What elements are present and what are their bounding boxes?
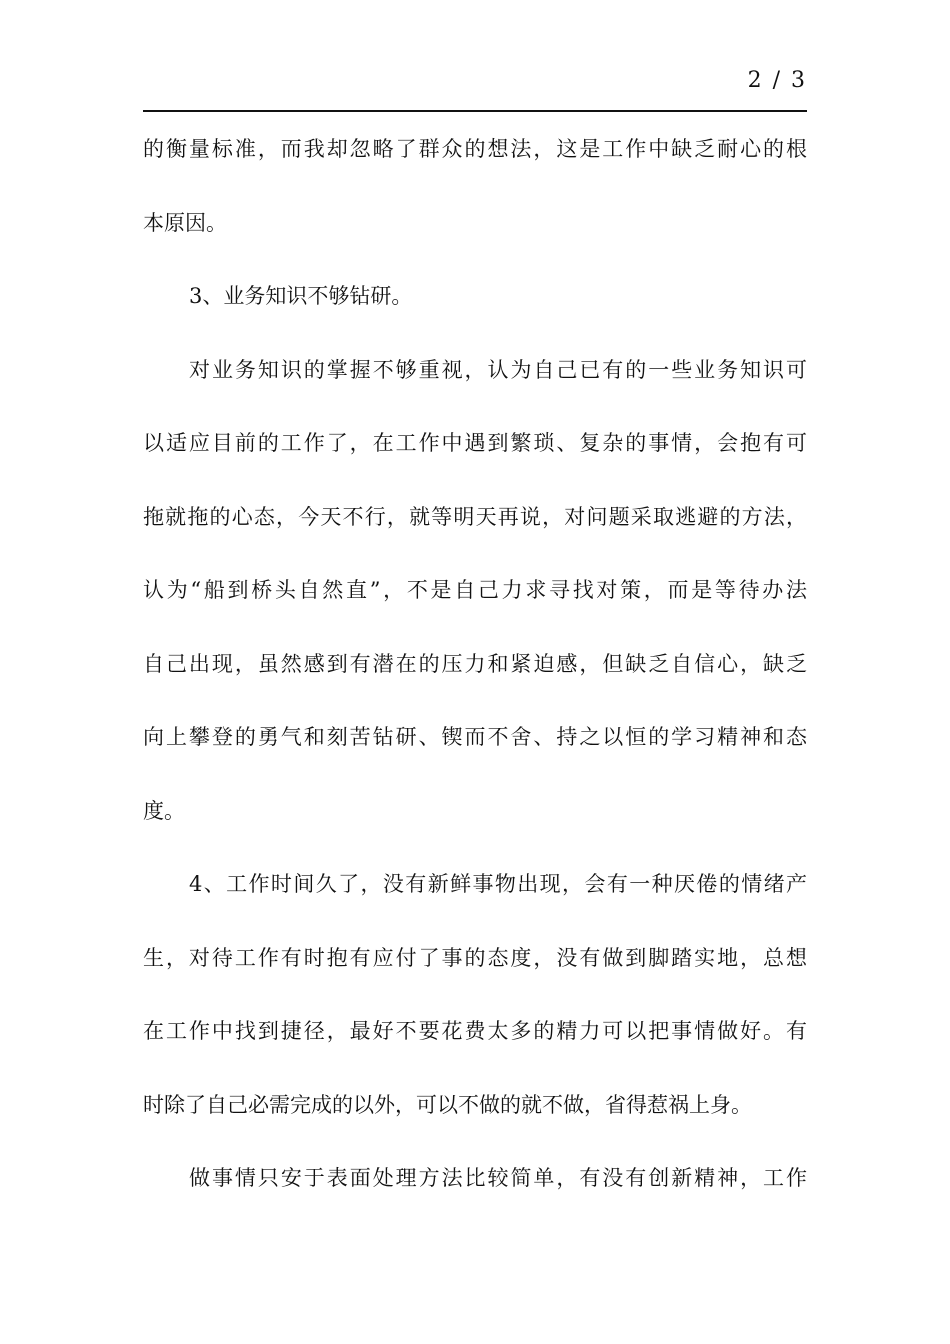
text-line: 对业务知识的掌握不够重视，认为自己已有的一些业务知识可 [189,357,807,382]
text-line: 在工作中找到捷径，最好不要花费太多的精力可以把事情做好。有 [143,1019,807,1043]
text-line: 的衡量标准，而我却忽略了群众的想法，这是工作中缺乏耐心的根 [143,137,807,161]
text-line: 时除了自己必需完成的以外，可以不做的就不做，省得惹祸上身。 [143,1092,752,1117]
text-line: 4、工作时间久了，没有新鲜事物出现，会有一种厌倦的情绪产 [189,872,807,896]
section-heading: 3、业务知识不够钻研。 [189,284,413,308]
text-line: 度。 [143,798,185,823]
text-line: 做事情只安于表面处理方法比较简单，有没有创新精神，工作 [189,1166,807,1190]
text-line: 自己出现，虽然感到有潜在的压力和紧迫感，但缺乏自信心，缺乏 [143,651,807,676]
text-line: 认为“船到桥头自然直”，不是自己力求寻找对策，而是等待办法 [143,578,807,602]
text-line: 生，对待工作有时抱有应付了事的态度，没有做到脚踏实地，总想 [143,945,807,970]
text-line: 本原因。 [143,210,227,235]
text-line: 向上攀登的勇气和刻苦钻研、锲而不舍、持之以恒的学习精神和态 [143,725,807,749]
page-number: 2 / 3 [747,68,807,93]
document-body [143,113,807,1216]
header-rule [143,110,807,112]
text-line: 以适应目前的工作了，在工作中遇到繁琐、复杂的事情，会抱有可 [143,431,807,455]
text-line: 拖就拖的心态，今天不行，就等明天再说，对问题采取逃避的方法， [143,504,807,529]
